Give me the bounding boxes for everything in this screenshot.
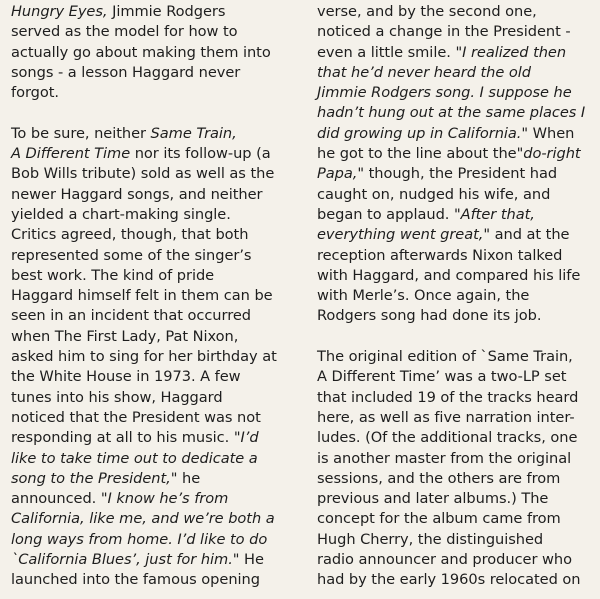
text-run: concept for the album came from bbox=[317, 510, 561, 528]
text-line bbox=[11, 306, 301, 326]
text-line bbox=[317, 83, 599, 103]
text-line bbox=[317, 388, 599, 408]
italic-text: "I realized then bbox=[455, 43, 567, 61]
italic-text: Hungry Eyes, bbox=[11, 3, 108, 20]
text-line bbox=[317, 509, 599, 529]
text-line bbox=[11, 63, 301, 83]
text-run: caught on, nudged his wife, and bbox=[317, 185, 551, 203]
text-line bbox=[317, 63, 599, 83]
italic-text: hadn’t hung out at the same places I bbox=[317, 104, 586, 122]
text-run: launched into the famous opening bbox=[11, 571, 260, 589]
text-line bbox=[317, 2, 599, 22]
text-run: began to applaud. bbox=[317, 205, 454, 223]
italic-text: "I’d bbox=[233, 429, 259, 447]
paragraph bbox=[317, 2, 599, 327]
text-run: with Haggard, and compared his life bbox=[317, 266, 581, 284]
text-run: newer Haggard songs, and neither bbox=[11, 185, 263, 203]
text-line bbox=[317, 570, 599, 590]
text-run: Hugh Cherry, the distinguished bbox=[317, 530, 544, 548]
text-run: and at the bbox=[490, 226, 570, 244]
italic-text: A Different Time bbox=[11, 145, 131, 163]
text-line bbox=[11, 347, 301, 367]
text-run: To be sure, neither bbox=[11, 124, 151, 142]
text-run: The original edition of `Same Train, bbox=[317, 348, 573, 366]
text-line bbox=[317, 266, 599, 286]
italic-text: Papa," bbox=[317, 165, 365, 183]
text-line bbox=[11, 246, 301, 266]
italic-text: "I know he’s from bbox=[100, 490, 229, 508]
text-run: yielded a chart-making single. bbox=[11, 205, 231, 223]
text-run: previous and later albums.) The bbox=[317, 490, 549, 508]
text-run: though, the President had bbox=[364, 165, 558, 183]
text-run: nor its follow-up (a bbox=[130, 145, 271, 163]
text-run: A Different Time’ was a two-LP set bbox=[317, 368, 567, 386]
text-run: noticed that the President was not bbox=[11, 408, 261, 426]
italic-text: long ways from home. I’d like to do bbox=[11, 530, 268, 548]
text-line bbox=[317, 347, 599, 367]
text-line bbox=[317, 286, 599, 306]
italic-text: Jimmie Rodgers song. I suppose he bbox=[317, 84, 572, 102]
text-run: the White House in 1973. A few bbox=[11, 368, 241, 386]
text-line bbox=[11, 489, 301, 509]
text-run: represented some of the singer’s bbox=[11, 246, 252, 264]
text-run: tunes into his show, Haggard bbox=[11, 388, 223, 406]
text-line bbox=[317, 550, 599, 570]
text-run: When bbox=[528, 124, 575, 142]
text-run: Critics agreed, though, that both bbox=[11, 226, 249, 244]
text-line bbox=[11, 469, 301, 489]
text-run: sessions, and the others are from bbox=[317, 469, 561, 487]
text-line bbox=[317, 225, 599, 245]
text-run: Jimmie Rodgers bbox=[107, 3, 226, 20]
text-run: reception afterwards Nixon talked bbox=[317, 246, 563, 264]
italic-text: did growing up in California." bbox=[317, 124, 529, 142]
text-line bbox=[11, 388, 301, 408]
text-line bbox=[317, 428, 599, 448]
text-run: verse, and by the second one, bbox=[317, 3, 537, 20]
text-line bbox=[11, 428, 301, 448]
left-column bbox=[11, 2, 301, 591]
italic-text: Same Train, bbox=[150, 124, 237, 142]
text-run: when The First Lady, Pat Nixon, bbox=[11, 327, 239, 345]
text-run: ludes. (Of the additional tracks, one bbox=[317, 429, 578, 447]
text-line bbox=[317, 449, 599, 469]
text-line bbox=[11, 570, 301, 590]
text-run: here, as well as five narration inter- bbox=[317, 408, 575, 426]
italic-text: song to the President," bbox=[11, 469, 178, 487]
paragraph bbox=[317, 347, 599, 591]
text-line bbox=[317, 185, 599, 205]
text-run: He bbox=[239, 551, 264, 569]
text-run: announced. bbox=[11, 490, 101, 508]
text-line bbox=[317, 530, 599, 550]
right-column bbox=[317, 2, 599, 591]
italic-text: "do-right bbox=[516, 145, 581, 163]
text-run: with Merle’s. Once again, the bbox=[317, 287, 530, 305]
text-line bbox=[317, 367, 599, 387]
text-run: responding at all to his music. bbox=[11, 429, 234, 447]
text-line bbox=[317, 469, 599, 489]
text-line bbox=[317, 489, 599, 509]
text-run: he got to the line about the bbox=[317, 145, 517, 163]
text-run: is another master from the original bbox=[317, 449, 572, 467]
text-run: Bob Wills tribute) sold as well as the bbox=[11, 165, 275, 183]
text-line bbox=[317, 124, 599, 144]
italic-text: "After that, bbox=[454, 205, 535, 223]
text-line bbox=[11, 205, 301, 225]
text-line bbox=[11, 2, 301, 22]
text-line bbox=[11, 83, 301, 103]
text-line bbox=[317, 205, 599, 225]
text-line bbox=[317, 246, 599, 266]
text-run: radio announcer and producer who bbox=[317, 551, 572, 569]
text-line bbox=[11, 327, 301, 347]
text-line bbox=[317, 22, 599, 42]
text-line bbox=[11, 124, 301, 144]
text-line bbox=[11, 225, 301, 245]
text-line bbox=[11, 144, 301, 164]
text-run: that included 19 of the tracks heard bbox=[317, 388, 579, 406]
text-line bbox=[11, 509, 301, 529]
text-line bbox=[317, 43, 599, 63]
text-line bbox=[317, 164, 599, 184]
text-line bbox=[11, 408, 301, 428]
text-line bbox=[11, 367, 301, 387]
text-run: actually go about making them into bbox=[11, 43, 271, 61]
text-line bbox=[11, 530, 301, 550]
text-line bbox=[317, 103, 599, 123]
paragraph bbox=[11, 2, 301, 103]
text-run: had by the early 1960s relocated on bbox=[317, 571, 581, 589]
text-line bbox=[11, 266, 301, 286]
text-run: asked him to sing for her birthday at bbox=[11, 348, 277, 366]
text-line bbox=[11, 185, 301, 205]
italic-text: everything went great," bbox=[317, 226, 491, 244]
text-line bbox=[11, 286, 301, 306]
italic-text: that he’d never heard the old bbox=[317, 63, 531, 81]
italic-text: `California Blues’, just for him." bbox=[11, 551, 240, 569]
italic-text: like to take time out to dedicate a bbox=[11, 449, 258, 467]
text-line bbox=[11, 164, 301, 184]
text-line bbox=[11, 22, 301, 42]
text-run: songs - a lesson Haggard never bbox=[11, 63, 241, 81]
text-run: even a little smile. bbox=[317, 43, 456, 61]
text-run: best work. The kind of pride bbox=[11, 266, 215, 284]
text-run: noticed a change in the President - bbox=[317, 23, 571, 41]
text-run: Haggard himself felt in them can be bbox=[11, 287, 273, 305]
text-line bbox=[11, 449, 301, 469]
text-line bbox=[317, 408, 599, 428]
paragraph bbox=[11, 124, 301, 591]
text-run: served as the model for how to bbox=[11, 23, 238, 41]
text-run: he bbox=[177, 469, 201, 487]
text-line bbox=[11, 43, 301, 63]
text-run: forgot. bbox=[11, 84, 60, 102]
text-line bbox=[317, 144, 599, 164]
text-run: seen in an incident that occurred bbox=[11, 307, 251, 325]
text-run: Rodgers song had done its job. bbox=[317, 307, 542, 325]
italic-text: California, like me, and we’re both a bbox=[11, 510, 275, 528]
text-line bbox=[317, 306, 599, 326]
text-line bbox=[11, 550, 301, 570]
